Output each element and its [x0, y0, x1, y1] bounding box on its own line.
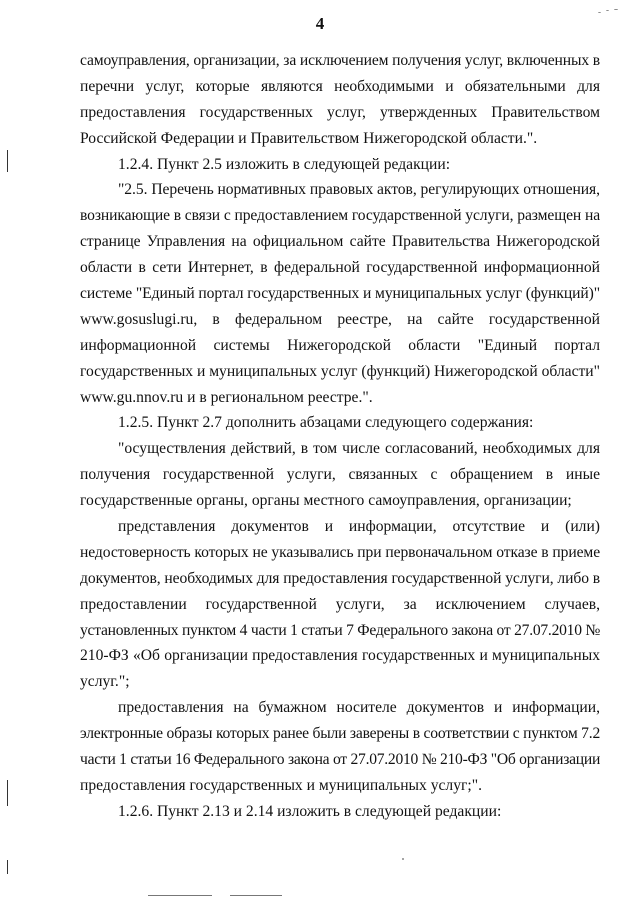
text-line: "осуществления действий, в том числе согласований, необходимых для — [118, 440, 600, 458]
text-line: установленных пунктом 4 части 1 статьи 7 Федерального закона от 27.07.2010 № — [80, 621, 601, 639]
text-line: www.gu.nnov.ru и в региональном реестре.". — [80, 388, 373, 406]
footer-dash — [230, 895, 282, 896]
text-line: предоставления на бумажном носителе документов и информации, — [118, 699, 600, 717]
text-line: системе "Единый портал государственных и муниципальных услуг (функций)" — [80, 285, 601, 303]
text-line: 1.2.5. Пункт 2.7 дополнить абзацами следующего содержания: — [118, 414, 534, 432]
text-line: 210-ФЗ «Об организации предоставления государственных и муниципальных — [80, 647, 600, 665]
text-line: предоставления государственных и муниципальных услуг;". — [80, 776, 483, 794]
text-line: странице Управления на официальном сайте Правительства Нижегородской — [80, 233, 600, 251]
text-line: получения государственной услуги, связанных с обращением в иные — [80, 466, 600, 484]
text-line: самоуправления, организации, за исключением получения услуг, включенных в — [80, 52, 600, 69]
text-line: электронные образы которых ранее были заверены в соответствии с пунктом 7.2 — [80, 725, 601, 743]
text-line: области в сети Интернет, в федеральной государственной информационной — [80, 259, 600, 277]
footer-dash — [148, 895, 212, 896]
scan-dot — [606, 10, 609, 11]
text-line: документов, необходимых для предоставления государственной услуги, либо в — [80, 569, 601, 587]
text-line: государственных и муниципальных услуг (функций) Нижегородской области" — [80, 362, 600, 380]
document-body — [80, 48, 600, 825]
text-line: "2.5. Перечень нормативных правовых актов, регулирующих отношения, — [118, 181, 600, 199]
text-line: представления документов и информации, отсутствие и (или) — [118, 518, 600, 536]
text-line: части 1 статьи 16 Федерального закона от 27.07.2010 № 210-ФЗ "Об организации — [80, 751, 601, 769]
scan-dot — [614, 9, 618, 10]
scan-margin-mark — [7, 150, 8, 172]
text-line: предоставления государственных услуг, утвержденных Правительством — [80, 103, 600, 121]
scan-margin-mark — [7, 780, 8, 806]
scan-margin-mark — [7, 860, 8, 874]
text-line: информационной системы Нижегородской области "Единый портал — [80, 336, 600, 354]
text-line: государственные органы, органы местного самоуправления, организации; — [80, 492, 572, 510]
scan-dot — [402, 858, 404, 860]
text-line: 1.2.6. Пункт 2.13 и 2.14 изложить в следующей редакции: — [118, 802, 502, 820]
text-line: недостоверность которых не указывались при первоначальном отказе в приеме — [80, 543, 601, 561]
text-line: перечни услуг, которые являются необходимыми и обязательными для — [80, 77, 600, 95]
text-line: услуг."; — [80, 673, 130, 691]
page-number: 4 — [315, 14, 325, 33]
text-line: возникающие в связи с предоставлением государственной услуги, размещен на — [80, 207, 601, 225]
text-line: www.gosuslugi.ru, в федеральном реестре, на сайте государственной — [80, 310, 600, 328]
text-line: 1.2.4. Пункт 2.5 изложить в следующей редакции: — [118, 155, 451, 173]
text-line: Российской Федерации и Правительством Нижегородской области.". — [80, 129, 538, 147]
scan-dot — [598, 12, 601, 13]
text-line: предоставлении государственной услуги, за исключением случаев, — [80, 595, 600, 613]
